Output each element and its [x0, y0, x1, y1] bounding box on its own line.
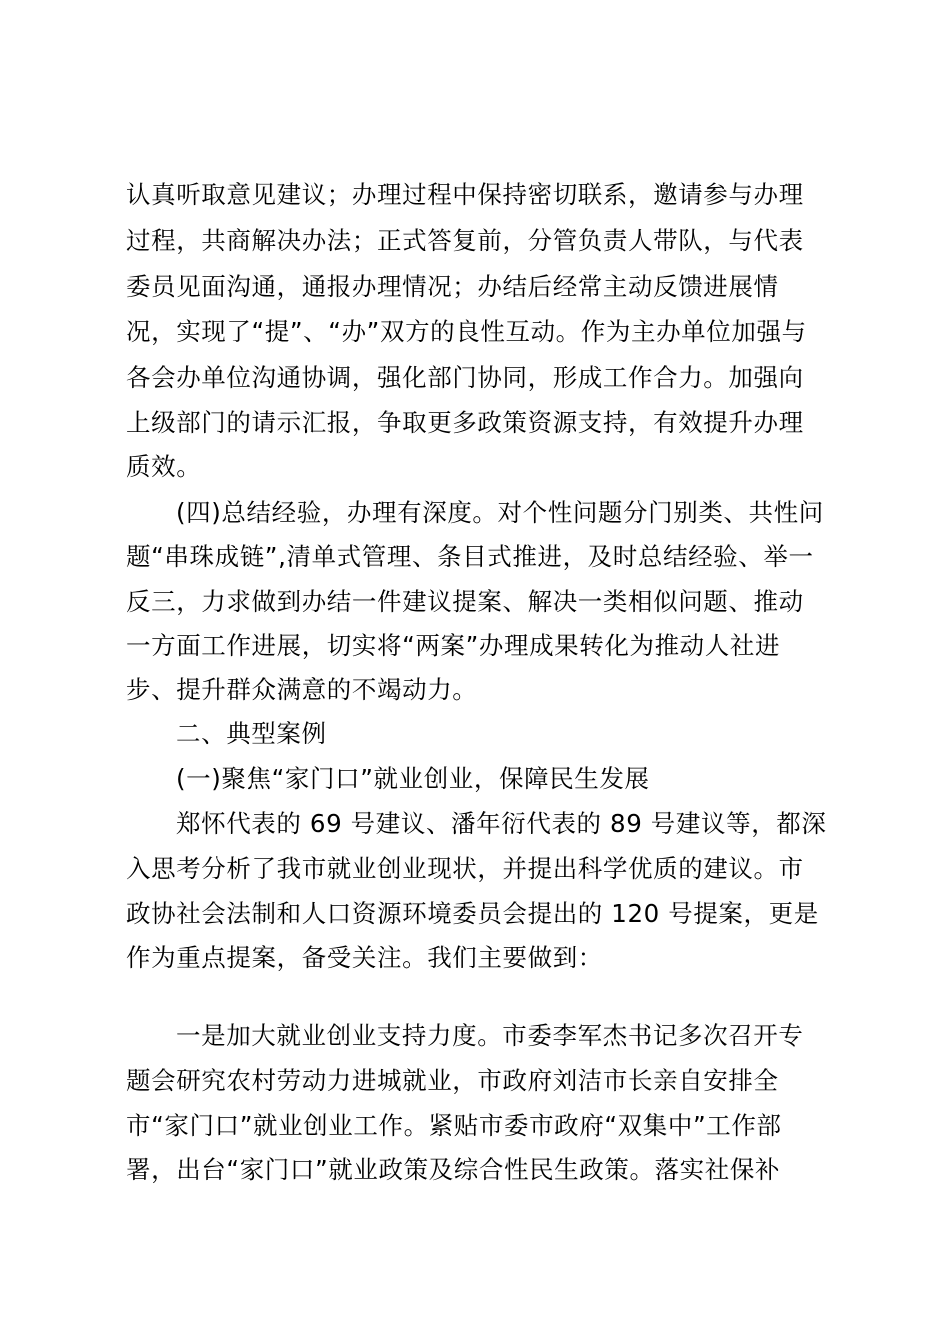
- text-line-19: 一是加大就业创业支持力度。市委李军杰书记多次召开专: [176, 1021, 804, 1050]
- text-line-17: 政协社会法制和人口资源环境委员会提出的 120 号提案，更是: [126, 899, 819, 928]
- text-line-2: 过程，共商解决办法；正式答复前，分管负责人带队，与代表: [126, 226, 804, 255]
- text-line-12: 步、提升群众满意的不竭动力。: [126, 675, 478, 704]
- text-line-22: 署，出台“家门口”就业政策及综合性民生政策。落实社保补: [126, 1155, 781, 1184]
- text-line-18: 作为重点提案，备受关注。我们主要做到：: [126, 943, 603, 972]
- text-line-21: 市“家门口”就业创业工作。紧贴市委市政府“双集中”工作部: [126, 1111, 782, 1140]
- text-line-5: 各会办单位沟通协调，强化部门协同，形成工作合力。加强向: [126, 363, 804, 392]
- text-line-4: 况，实现了“提”、“办”双方的良性互动。作为主办单位加强与: [126, 317, 807, 346]
- text-line-9: 题“串珠成链”,清单式管理、条目式推进，及时总结经验、举一: [126, 542, 814, 571]
- subsection-heading-employment: (一)聚焦“家门口”就业创业，保障民生发展: [176, 764, 650, 793]
- text-line-1: 认真听取意见建议；办理过程中保持密切联系，邀请参与办理: [126, 180, 804, 209]
- text-line-10: 反三，力求做到办结一件建议提案、解决一类相似问题、推动: [126, 587, 804, 616]
- text-line-20: 题会研究农村劳动力进城就业，市政府刘洁市长亲自安排全: [126, 1066, 779, 1095]
- section-four-heading-line: (四)总结经验，办理有深度。对个性问题分门别类、共性问: [176, 498, 824, 527]
- text-line-7: 质效。: [126, 452, 202, 481]
- text-line-15: 郑怀代表的 69 号建议、潘年衍代表的 89 号建议等，都深: [176, 809, 827, 838]
- text-line-3: 委员见面沟通，通报办理情况；办结后经常主动反馈进展情: [126, 272, 779, 301]
- text-line-6: 上级部门的请示汇报，争取更多政策资源支持，有效提升办理: [126, 408, 804, 437]
- text-line-11: 一方面工作进展，切实将“两案”办理成果转化为推动人社进: [126, 631, 781, 660]
- section-heading-typical-cases: 二、典型案例: [176, 719, 327, 748]
- text-line-16: 入思考分析了我市就业创业现状，并提出科学优质的建议。市: [126, 854, 804, 883]
